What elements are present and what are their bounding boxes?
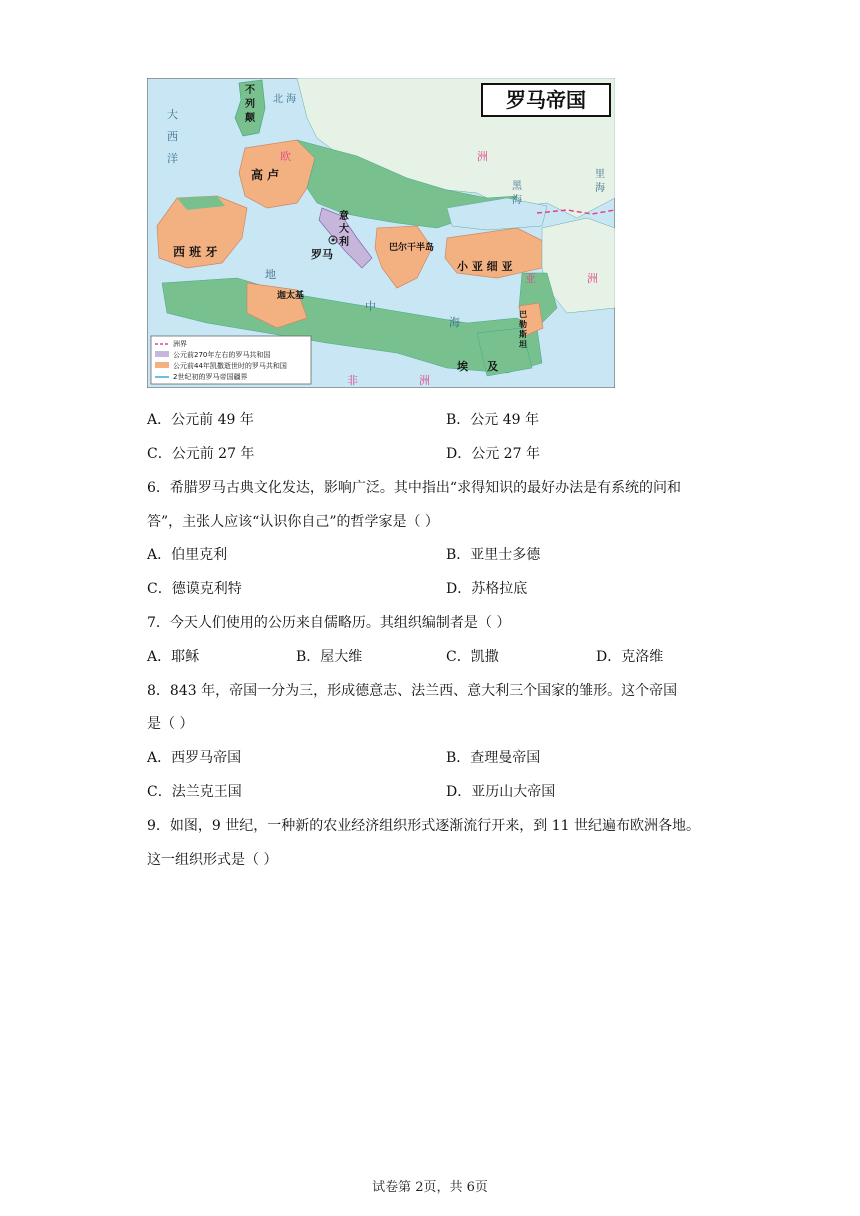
map-label-britain: 不 列 颠 xyxy=(245,85,255,124)
legend-item-270bc: 公元前270年左右的罗马共和国 xyxy=(173,351,271,359)
legend-item-2nd-century: 2世纪初的罗马帝国疆界 xyxy=(173,373,248,381)
q6-option-d[interactable]: D．苏格拉底 xyxy=(446,581,528,597)
roman-empire-map xyxy=(147,78,615,388)
q7-stem: 7．今天人们使用的公历来自儒略历。其组织编制者是（ ） xyxy=(147,615,511,631)
q5-option-d[interactable]: D．公元 27 年 xyxy=(446,446,540,462)
q6-option-c[interactable]: C．德谟克利特 xyxy=(147,581,242,597)
map-label-spain: 西 班 牙 xyxy=(173,245,218,259)
legend-item-continent-border: 洲界 xyxy=(173,340,187,348)
map-label-carthage: 迦太基 xyxy=(277,291,305,301)
q8-option-d[interactable]: D．亚历山大帝国 xyxy=(446,784,556,800)
q7-option-b[interactable]: B．屋大维 xyxy=(296,649,363,665)
map-label-europe-a: 欧 xyxy=(280,150,291,163)
map-title: 罗马帝国 xyxy=(506,88,586,112)
q8-stem-line2: 是（ ） xyxy=(147,716,194,732)
map-label-africa-a: 非 xyxy=(347,374,358,387)
map-label-balkan: 巴尔干半岛 xyxy=(389,243,435,253)
q9-stem-line2: 这一组织形式是（ ） xyxy=(147,852,278,868)
map-label-asia-b: 洲 xyxy=(587,272,598,285)
legend-item-44bc: 公元前44年凯撒逝世时的罗马共和国 xyxy=(173,362,287,370)
map-label-palestine: 巴 勒 斯 坦 xyxy=(519,310,527,349)
q6-stem-line2: 答”，主张人应该“认识你自己”的哲学家是（ ） xyxy=(147,514,439,530)
q6-option-b[interactable]: B．亚里士多德 xyxy=(446,547,541,563)
q8-stem-line1: 8．843 年，帝国一分为三，形成德意志、法兰西、意大利三个国家的雏形。这个帝国 xyxy=(147,683,678,699)
q7-option-c[interactable]: C．凯撒 xyxy=(446,649,499,665)
q5-option-a[interactable]: A．公元前 49 年 xyxy=(147,412,254,428)
map-label-africa-b: 洲 xyxy=(419,374,430,387)
q5-option-c[interactable]: C．公元前 27 年 xyxy=(147,446,255,462)
map-label-black-sea: 黑 海 xyxy=(512,181,522,206)
map-label-med-c: 海 xyxy=(449,316,460,329)
q6-option-a[interactable]: A．伯里克利 xyxy=(147,547,228,563)
map-label-italy: 意 大 利 xyxy=(339,211,349,248)
q8-option-a[interactable]: A．西罗马帝国 xyxy=(147,750,242,766)
page-footer: 试卷第 2页，共 6页 xyxy=(372,1180,488,1195)
map-label-egypt: 埃 及 xyxy=(457,360,499,373)
q8-option-c[interactable]: C．法兰克王国 xyxy=(147,784,242,800)
q7-option-a[interactable]: A．耶稣 xyxy=(147,649,200,665)
q9-stem-line1: 9．如图，9 世纪，一种新的农业经济组织形式逐渐流行开来，到 11 世纪遍布欧洲各地。 xyxy=(147,818,700,834)
map-label-north-sea: 北 海 xyxy=(273,94,297,105)
map-label-atlantic: 大 西 洋 xyxy=(167,108,178,165)
map-label-med-b: 中 xyxy=(365,300,376,313)
map-label-rome: 罗马 xyxy=(311,248,333,261)
map-label-caspian: 里 海 xyxy=(595,169,605,194)
map-svg xyxy=(147,78,615,388)
map-label-gaul: 高 卢 xyxy=(251,168,280,182)
map-label-asia-a: 亚 xyxy=(525,272,536,285)
map-label-europe-b: 洲 xyxy=(477,150,488,163)
q8-option-b[interactable]: B．查理曼帝国 xyxy=(446,750,541,766)
q6-stem-line1: 6．希腊罗马古典文化发达，影响广泛。其中指出“求得知识的最好办法是有系统的问和 xyxy=(147,480,682,496)
q5-option-b[interactable]: B．公元 49 年 xyxy=(446,412,540,428)
q7-option-d[interactable]: D．克洛维 xyxy=(596,649,664,665)
map-label-asia-minor: 小 亚 细 亚 xyxy=(457,260,513,273)
map-label-med-a: 地 xyxy=(265,268,276,281)
